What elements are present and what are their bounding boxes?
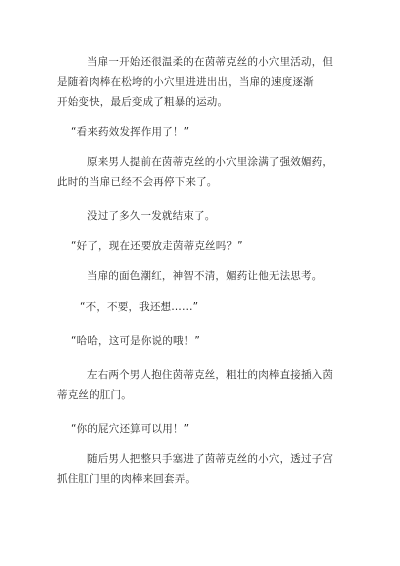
text-line: 随后男人把整只手塞进了茵蒂克丝的小穴，透过子宫 [87, 453, 334, 465]
text-line: 开始变快，最后变成了粗暴的运动。 [57, 96, 229, 108]
dialogue-line: “好了，现在还要放走茵蒂克丝吗？” [71, 240, 243, 252]
paragraph-3 [0, 152, 400, 192]
paragraph-9 [0, 365, 400, 405]
text-line: 抓住肛门里的肉棒来回套弄。 [57, 473, 197, 485]
paragraph-1 [0, 52, 400, 112]
paragraph-11 [0, 449, 400, 489]
paragraph-8 [0, 331, 400, 351]
text-line: 此时的当扉已经不会再停下来了。 [57, 176, 218, 188]
text-line: 是随着肉棒在松垮的小穴里进进出出，当扉的速度逐渐 [57, 76, 314, 88]
dialogue-line: “不，不要，我还想……” [80, 301, 199, 313]
text-line: 没过了多久一发就结束了。 [87, 210, 216, 222]
paragraph-2 [0, 122, 400, 142]
paragraph-6 [0, 266, 400, 286]
paragraph-5 [0, 236, 400, 256]
text-line: 左右两个男人抱住茵蒂克丝，粗壮的肉棒直接插入茵 [87, 369, 334, 381]
text-line: 当扉一开始还很温柔的在茵蒂克丝的小穴里活动，但 [87, 56, 334, 68]
text-line: 当扉的面色潮红，神智不清，媚药让他无法思考。 [87, 270, 323, 282]
dialogue-line: “你的屁穴还算可以用！” [71, 423, 190, 435]
paragraph-10 [0, 419, 400, 439]
paragraph-4 [0, 206, 400, 226]
text-line: 原来男人提前在茵蒂克丝的小穴里涂满了强效媚药， [87, 156, 334, 168]
dialogue-line: “哈哈，这可是你说的哦！” [71, 335, 200, 347]
text-line: 蒂克丝的肛门。 [57, 389, 132, 401]
paragraph-7 [0, 297, 400, 317]
dialogue-line: “看来药效发挥作用了！” [71, 126, 190, 138]
